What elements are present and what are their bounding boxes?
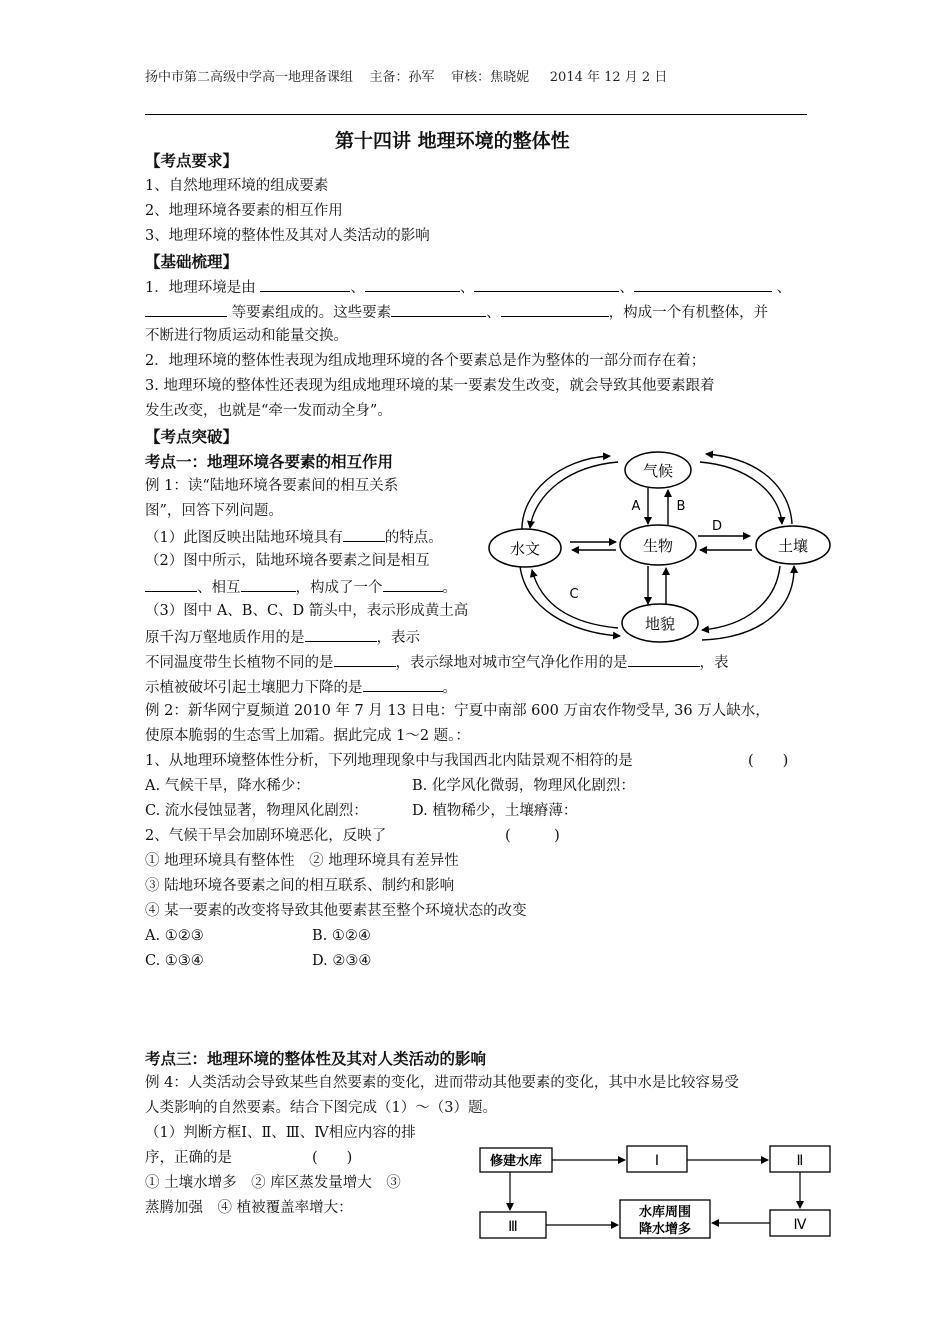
box-3-label: Ⅲ [508, 1219, 518, 1235]
requirements-heading: 【考点要求】 [145, 151, 239, 170]
box-reservoir-label: 修建水库 [489, 1154, 543, 1169]
ex2-q2-answer[interactable]: ( ) [505, 828, 560, 844]
node-climate-label: 气候 [642, 462, 674, 480]
ex2-line2: 使原本脆弱的生态雪上加霜。据此完成 1～2 题。： [145, 728, 470, 744]
q-text: （1）此图反映出陆地环境具有 [145, 530, 343, 546]
point1-heading: 考点一：地理环境各要素的相互作用 [145, 452, 394, 471]
node-soil-label: 土壤 [777, 537, 809, 555]
header-school: 扬中市第二高级中学高一地理备课组 [145, 70, 354, 85]
answer-blank[interactable] [145, 574, 197, 592]
ex1-line2: 图”，回答下列问题。 [145, 503, 283, 519]
ex4-line1: 例 4：人类活动会导致某些自然要素的变化，进而带动其他要素的变化，其中水是比较容易受 [145, 1075, 739, 1091]
answer-blank[interactable] [365, 274, 460, 292]
answer-blank[interactable] [363, 674, 443, 692]
ex1-q2-line2 [145, 574, 457, 601]
ex1-q2-line1: （2）图中所示，陆地环境各要素之间是相互 [145, 553, 430, 569]
q-text: 、相互 [197, 580, 241, 596]
answer-blank[interactable] [334, 649, 396, 667]
q-text: 的特点。 [384, 530, 443, 546]
page-title: 第十四讲 地理环境的整体性 [335, 130, 570, 152]
ex1-line1: 例 1：读“陆地环境各要素间的相互关系 [145, 478, 399, 494]
basics-p3-line1: 3. 地理环境的整体性还表现为组成地理环境的某一要素发生改变，就会导致其他要素跟着 [145, 378, 715, 394]
box-2-label: Ⅱ [796, 1153, 804, 1169]
answer-blank[interactable] [501, 299, 609, 317]
arrow-climate-soil [700, 462, 782, 524]
q-text: ，表 [699, 655, 729, 671]
ex4-q1-answer[interactable]: ( ) [312, 1150, 353, 1166]
label-a: A [631, 499, 641, 514]
ex1-q1 [145, 524, 443, 551]
ex4-line2: 人类影响的自然要素。结合下图完成（1）～（3）题。 [145, 1100, 497, 1116]
q-text: 不同温度带生长植物不同的是 [145, 655, 334, 671]
ex1-q3-line4 [145, 674, 457, 701]
arrow-hydro-climate [522, 456, 610, 532]
ex4-q1-line2: 序，正确的是 [145, 1150, 232, 1166]
option-d[interactable]: D. 植物稀少，土壤瘠薄： [412, 803, 578, 819]
answer-blank[interactable] [391, 299, 486, 317]
answer-blank[interactable] [628, 649, 700, 667]
ex2-q1: 1、从地理环境整体性分析，下列地理现象中与我国西北内陆景观不相符的是 [145, 753, 633, 769]
label-c: C [569, 587, 579, 602]
answer-blank[interactable] [305, 624, 377, 642]
ex1-q3-line1: （3）图中 A、B、C、D 箭头中，表示形成黄土高 [145, 603, 469, 619]
node-landform-label: 地貌 [644, 615, 676, 633]
option-c[interactable]: C. ①③④ [145, 953, 204, 969]
requirement-item: 3、地理环境的整体性及其对人类活动的影响 [145, 228, 430, 244]
option-c[interactable]: C. 流水侵蚀显著，物理风化剧烈： [145, 803, 368, 819]
point3-heading: 考点三：地理环境的整体性及其对人类活动的影响 [145, 1049, 487, 1068]
label-b: B [676, 499, 686, 514]
basics-p1-line2: 等要素组成的。这些要素 、 ，构成一个有机整体，并 [145, 299, 768, 326]
box-4-label: Ⅳ [793, 1217, 807, 1233]
q-text: ，表示绿地对城市空气净化作用的是 [395, 655, 628, 671]
ex1-q3-line3 [145, 649, 729, 676]
ex2-q2: 2、气候干旱会加剧环境恶化，反映了 [145, 828, 387, 844]
answer-blank[interactable] [343, 524, 385, 542]
basics-p2: 2．地理环境的整体性表现为组成地理环境的各个要素总是作为整体的一部分而存在着； [145, 353, 706, 369]
node-hydrology-label: 水文 [509, 540, 541, 558]
answer-blank[interactable] [383, 574, 443, 592]
basics-heading: 【基础梳理】 [145, 252, 239, 271]
land-environment-diagram [480, 448, 840, 648]
option-d[interactable]: D. ②③④ [312, 953, 372, 969]
requirement-item: 2、地理环境各要素的相互作用 [145, 203, 343, 219]
header-date: 2014 年 12 月 2 日 [549, 70, 668, 85]
q-text: 示植被破坏引起土壤肥力下降的是 [145, 680, 363, 696]
basics-text: ，构成一个有机整体，并 [608, 305, 769, 321]
box-1-label: Ⅰ [654, 1153, 660, 1169]
basics-p1-line3: 不断进行物质运动和能量交换。 [145, 328, 348, 344]
answer-blank[interactable] [145, 299, 227, 317]
q-text: 。 [442, 580, 457, 596]
reservoir-flowchart [470, 1138, 840, 1248]
basics-p1-line1: 1．地理环境是由 、 、 、 、 [145, 274, 791, 301]
statement-4: ④ 某一要素的改变将导致其他要素甚至整个环境状态的改变 [145, 903, 527, 919]
ex4-q1-line1: （1）判断方框Ⅰ、Ⅱ、Ⅲ、Ⅳ相应内容的排 [145, 1125, 416, 1141]
answer-blank[interactable] [474, 274, 619, 292]
q-text: 。 [442, 680, 457, 696]
q-text: ，表示 [376, 630, 420, 646]
label-d: D [711, 519, 723, 534]
ex2-line1: 例 2：新华网宁夏频道 2010 年 7 月 13 日电：宁夏中南部 600 万亩农作物受旱, 36 万人缺水， [145, 703, 770, 719]
arrow-landform-soil [702, 566, 794, 640]
ex1-q3-line2 [145, 624, 420, 651]
statement-1-2: ① 地理环境具有整体性 ② 地理环境具有差异性 [145, 853, 459, 869]
option-a[interactable]: A. ①②③ [145, 928, 204, 944]
ex2-q1-answer[interactable]: ( ) [748, 753, 789, 769]
statement-3: ③ 陆地环境各要素之间的相互联系、制约和影响 [145, 878, 455, 894]
arrow-climate-hydro [530, 462, 618, 528]
box-precipitation-line1: 水库周围 [638, 1205, 692, 1220]
basics-text: 1．地理环境是由 [145, 280, 256, 296]
ex4-q1-line3: ① 土壤水增多 ② 库区蒸发量增大 ③ [145, 1175, 401, 1191]
answer-blank[interactable] [634, 274, 772, 292]
requirement-item: 1、自然地理环境的组成要素 [145, 178, 329, 194]
q-text: ，构成了一个 [295, 580, 383, 596]
header-chief: 主备：孙军 [369, 70, 435, 85]
option-a[interactable]: A. 气候干旱，降水稀少： [145, 778, 310, 794]
answer-blank[interactable] [241, 574, 296, 592]
breakthrough-heading: 【考点突破】 [145, 427, 239, 446]
box-precipitation-line2: 降水增多 [638, 1222, 692, 1237]
node-biology-label: 生物 [642, 537, 674, 555]
q-text: 原千沟万壑地质作用的是 [145, 630, 305, 646]
header-reviewer: 审核：焦晓妮 [451, 70, 530, 85]
option-b[interactable]: B. 化学风化微弱，物理风化剧烈： [412, 778, 635, 794]
basics-text: 等要素组成的。这些要素 [231, 305, 392, 321]
ex4-q1-line4: 蒸腾加强 ④ 植被覆盖率增大： [145, 1200, 353, 1216]
option-b[interactable]: B. ①②④ [312, 928, 371, 944]
basics-p3-line2: 发生改变，也就是“牵一发而动全身”。 [145, 403, 392, 419]
header-line [145, 66, 667, 85]
header-divider [145, 114, 807, 115]
answer-blank[interactable] [260, 274, 350, 292]
